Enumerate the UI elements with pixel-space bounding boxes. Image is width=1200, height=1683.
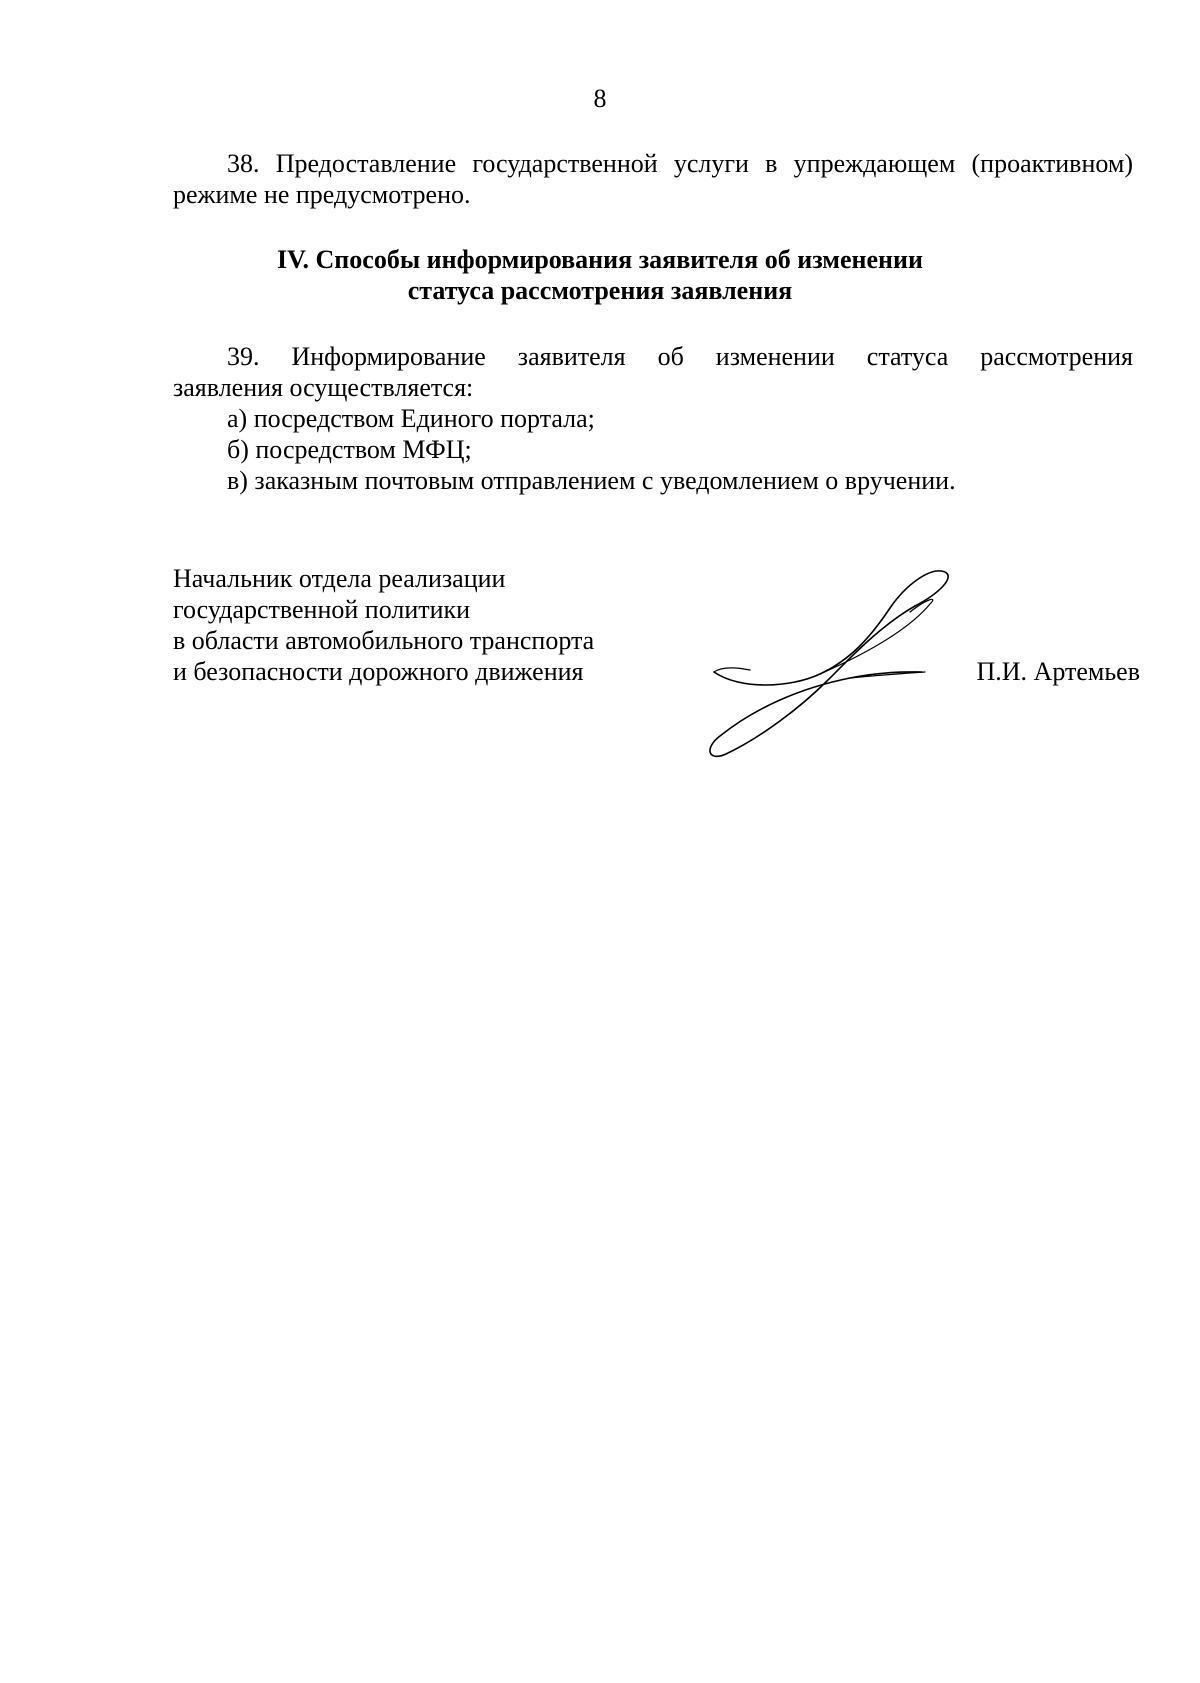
paragraph-38 xyxy=(173,148,1133,210)
list-item-b: б) посредством МФЦ; xyxy=(227,435,472,464)
list-item-c: в) заказным почтовым отправлением с уведомлением о вручении. xyxy=(227,466,956,495)
position-line-3: в области автомобильного транспорта xyxy=(173,626,595,655)
page-number: 8 xyxy=(593,84,607,113)
section-heading xyxy=(0,244,1200,306)
paragraph-38-line-1: 38. Предоставление государственной услуги в упреждающем (проактивном) xyxy=(227,149,1133,178)
paragraph-39-line-1: 39. Информирование заявителя об изменении статуса рассмотрения xyxy=(227,342,1133,371)
signatory-position xyxy=(173,563,594,687)
section-heading-line-2: статуса рассмотрения заявления xyxy=(407,276,793,305)
position-line-4: и безопасности дорожного движения xyxy=(173,657,584,686)
paragraph-39 xyxy=(173,341,1133,403)
paragraph-38-line-2: режиме не предусмотрено. xyxy=(173,180,471,209)
paragraph-39-line-2: заявления осуществляется: xyxy=(173,373,474,402)
signer-name: П.И. Артемьев xyxy=(976,657,1140,686)
handwritten-signature xyxy=(700,568,960,768)
list-item-a: а) посредством Единого портала; xyxy=(227,404,595,433)
position-line-2: государственной политики xyxy=(173,595,471,624)
section-heading-line-1: IV. Способы информирования заявителя об изменении xyxy=(276,245,923,274)
position-line-1: Начальник отдела реализации xyxy=(173,564,506,593)
